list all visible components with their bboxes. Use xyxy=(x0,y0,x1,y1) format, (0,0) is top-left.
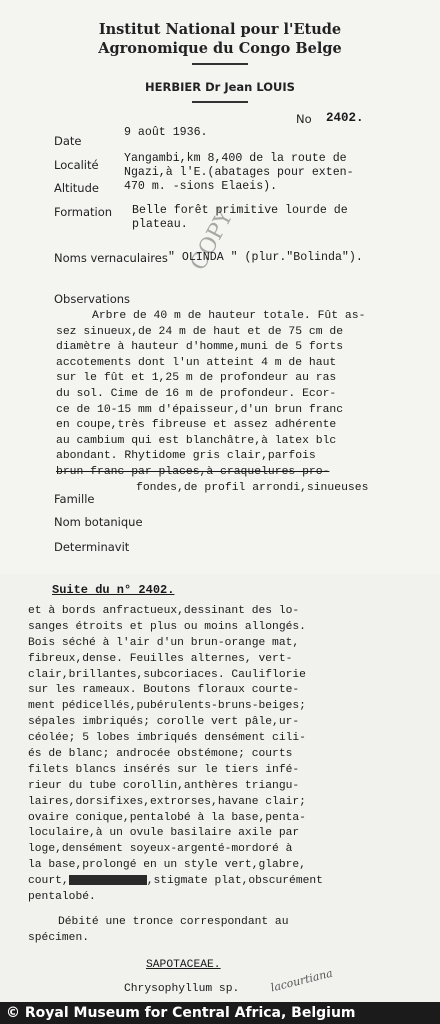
observations-line: abondant. Rhytidome gris clair,parfois xyxy=(56,450,316,463)
suite-line: loge,densément soyeux-argenté-mordoré à xyxy=(28,843,293,856)
suite-line: la base,prolongé en un style vert,glabre, xyxy=(28,859,306,872)
observations-line: Arbre de 40 m de hauteur totale. Fût as- xyxy=(92,310,366,322)
suite-line: és de blanc; androcée obstémone; courts xyxy=(28,748,293,761)
observations-line: ce de 10-15 mm d'épaisseur,d'un brun franc xyxy=(56,403,344,416)
suite-line: filets blancs insérés sur le tiers infé- xyxy=(28,763,300,776)
noms-vernaculaires-value: " OLINDA " (plur."Bolinda"). xyxy=(168,251,363,264)
suite-line: fibreux,dense. Feuilles alternes, vert- xyxy=(28,652,293,665)
date-label: Date xyxy=(54,134,82,148)
suite-line: ovaire conique,pentalobé à la base,penta- xyxy=(28,811,306,824)
herbier-title: HERBIER Dr Jean LOUIS xyxy=(145,80,295,94)
institute-line-1: Institut National pour l'Etude xyxy=(98,21,342,38)
suite-line: pentalobé. xyxy=(28,891,96,904)
observations-line: au cambium qui est blanchâtre,à latex blc xyxy=(56,434,337,447)
suite-line: loculaire,à un ovule basilaire axile par xyxy=(28,827,300,840)
observations-line: en coupe,très fibreuse et assez adhérente xyxy=(56,419,337,432)
suite-line: sanges étroits et plus ou moins allongés. xyxy=(28,620,306,633)
famille-label: Famille xyxy=(54,492,95,506)
observations-line: accotements dont l'un atteint 4 m de haut xyxy=(56,356,337,369)
family-name: SAPOTACEAE. xyxy=(146,959,221,971)
suite-line: sur les rameaux. Boutons floraux courte- xyxy=(28,684,300,697)
debite-line-2: spécimen. xyxy=(28,932,90,944)
suite-court-a: court, xyxy=(28,875,69,888)
observations-line: diamètre à hauteur d'homme,muni de 5 forts xyxy=(56,341,344,354)
genus-name: Chrysophyllum sp. xyxy=(124,983,240,995)
localite-label: Localité xyxy=(54,158,99,172)
suite-line: et à bords anfractueux,dessinant des lo- xyxy=(28,605,300,617)
nom-botanique-label: Nom botanique xyxy=(54,515,143,529)
altitude-label: Altitude xyxy=(54,181,99,195)
date-value: 9 août 1936. xyxy=(124,126,208,139)
continuation-sheet xyxy=(0,574,440,1002)
determinavit-label: Determinavit xyxy=(54,540,130,554)
suite-court-b: ,stigmate plat,obscurément xyxy=(146,875,323,888)
copyright-footer: © Royal Museum for Central Africa, Belgium xyxy=(0,1002,440,1024)
suite-line: rieur du tube corollin,anthères triangu- xyxy=(28,779,300,792)
suite-line: ment pédicellés,pubérulents-bruns-beiges; xyxy=(28,700,306,713)
noms-vernaculaires-label: Noms vernaculaires xyxy=(54,251,168,265)
suite-line: Bois séché à l'air d'un brun-orange mat, xyxy=(28,636,300,649)
suite-line-court xyxy=(28,874,423,890)
formation-value-2: plateau. xyxy=(132,218,188,231)
observations-line: du sol. Cime de 16 m de profondeur. Ecor- xyxy=(56,387,337,400)
suite-line: laires,dorsifixes,extrorses,havane clair; xyxy=(28,795,306,808)
number-label: No xyxy=(296,112,312,126)
suite-text xyxy=(28,604,423,906)
localite-value-1: Yangambi,km 8,400 de la route de xyxy=(124,152,347,165)
observations-line: fondes,de profil arrondi,sinueuses xyxy=(136,481,369,494)
altitude-value: 470 m. -sions Elaeis). xyxy=(124,180,278,193)
header-rule-1 xyxy=(192,63,248,65)
formation-label: Formation xyxy=(54,205,113,219)
redaction-bar xyxy=(69,875,147,885)
institute-line-2: Agronomique du Congo Belge xyxy=(98,40,342,57)
localite-value-2: Ngazi,à l'E.(abatages pour exten- xyxy=(124,166,354,179)
copy-stamp: COPY xyxy=(185,206,239,275)
formation-value-1: Belle forêt primitive lourde de xyxy=(132,204,348,217)
suite-line: clair,brillantes,subcoriaces. Cauliflorie xyxy=(28,668,306,681)
suite-title: Suite du n° 2402. xyxy=(52,583,175,597)
observations-line-struck: brun franc par places,à craquelures pro- xyxy=(56,465,330,478)
handwritten-annotation: lacourtiana xyxy=(269,966,334,995)
header-rule-2 xyxy=(192,101,248,103)
observations-text xyxy=(56,309,426,496)
debite-line-1: Débité une tronce correspondant au xyxy=(58,916,289,928)
observations-line: sur le fût et 1,25 m de profondeur au ras xyxy=(56,372,337,385)
observations-line: sez sinueux,de 24 m de haut et de 75 cm de xyxy=(56,325,344,338)
suite-line: céolée; 5 lobes imbriqués densément cili- xyxy=(28,732,306,745)
suite-line: sépales imbriqués; corolle vert pâle,ur- xyxy=(28,716,300,729)
number-value: 2402. xyxy=(326,111,364,125)
observations-label: Observations xyxy=(54,292,131,306)
